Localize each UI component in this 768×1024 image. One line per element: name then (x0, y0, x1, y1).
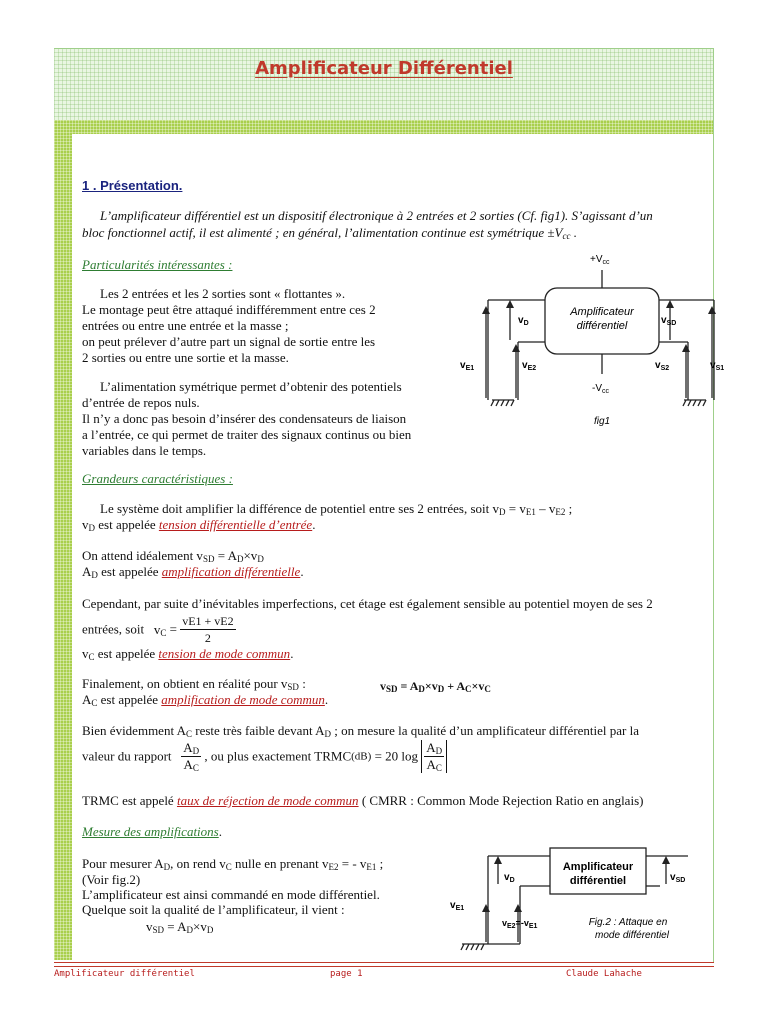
vsd-label: $v_{SD}$ (661, 315, 677, 327)
mesure-line-1: Pour mesurer $A_D$, on rend $v_C$ nulle en prenant $v_{E2}$ = - $v_{E1}$ ; (82, 856, 384, 872)
term-tension-differentielle: tension différentielle d’entrée (158, 517, 313, 532)
intro-line-2: bloc fonctionnel actif, il est alimenté ; en général, l’alimentation continue est symétrique $\pm V_{cc}$ . (82, 225, 577, 241)
grandeurs-line-2: $v_D$ est appelée tension différentielle d’entrée. (82, 517, 316, 533)
fig2-diagram (440, 840, 714, 958)
vs2-label: $v_{S2}$ (655, 360, 670, 372)
grandeurs-heading: Grandeurs caractéristiques : (82, 471, 233, 486)
ve2-label: $v_{E2}=-v_{E1}$ (502, 918, 538, 930)
fig1-diagram (448, 248, 738, 438)
intro-line-1: L’amplificateur différentiel est un dispositif électronique à 2 entrées et 2 sorties (Cf. fig1). S’agissant d’un (100, 208, 653, 223)
grandeurs-line-10: Bien évidemment $A_C$ reste très faible devant $A_D$ ; on mesure la qualité d’un amplificateur différentiel par la (82, 723, 640, 739)
vd-label: $v_D$ (504, 872, 515, 884)
paragraph-line: Il n’y a donc pas besoin d’insérer des condensateurs de liaison (82, 411, 407, 426)
grandeurs-line-8: Finalement, on obtient en réalité pour $v_{SD}$ : (82, 676, 306, 692)
mesure-line-3: L’amplificateur est ainsi commandé en mode différentiel. (82, 887, 380, 902)
term-taux-rejection: taux de réjection de mode commun (176, 793, 359, 808)
footer-rule (54, 962, 714, 963)
paragraph-line: d’entrée de repos nuls. (82, 395, 200, 410)
fig2-caption-line2: mode différentiel (595, 930, 669, 941)
section-heading: 1 . Présentation. (82, 178, 183, 193)
paragraph-line: variables dans le temps. (82, 443, 207, 458)
vc-fraction-denominator: 2 (204, 631, 211, 645)
particularites-heading: Particularités intéressantes : (82, 257, 233, 272)
ve2-label: $v_{E2}$ (522, 360, 537, 372)
decorative-horizontal-band (54, 120, 714, 134)
term-tension-mode-commun: tension de mode commun (158, 646, 291, 661)
vsd-label: $v_{SD}$ (670, 872, 686, 884)
decorative-vertical-band (54, 120, 72, 960)
paragraph-line: entrées ou entre une entrée et la masse ; (82, 318, 289, 333)
footer-rule (54, 966, 714, 967)
ve1-label: $v_{E1}$ (460, 360, 475, 372)
box-label-line2: différentiel (576, 320, 628, 332)
mesure-line-4: Quelque soit la qualité de l’amplificateur, il vient : (82, 902, 345, 917)
vs1-label: $v_{S1}$ (710, 360, 725, 372)
grandeurs-line-3: On attend idéalement $v_{SD} = A_D\times v_D$ (82, 548, 264, 564)
header-band (54, 48, 714, 120)
footer-author: Claude Lahache (566, 969, 642, 979)
right-border (713, 48, 714, 963)
header-border (54, 48, 714, 49)
grandeurs-line-12: TRMC est appelé taux de réjection de mode commun ( CMRR : Common Mode Rejection Ratio en anglais) (82, 793, 644, 808)
term-amplification-differentielle: amplification différentielle (161, 564, 301, 579)
vc-fraction-numerator: vE1 + vE2 (182, 614, 234, 628)
mesure-line-2: (Voir fig.2) (82, 872, 141, 887)
page-title: Amplificateur Différentiel (255, 58, 513, 79)
footer-page-number: page 1 (330, 969, 363, 979)
fig2-caption-line1: Fig.2 : Attaque en (588, 917, 668, 928)
box-label-line2: différentiel (569, 875, 627, 887)
paragraph-line: on peut prélever d’autre part un signal de sortie entre les (82, 334, 376, 349)
vcc-negative-label: $-V_{cc}$ (592, 383, 609, 395)
grandeurs-line-9: $A_C$ est appelée amplification de mode commun. (82, 692, 329, 708)
vd-label: $v_D$ (518, 315, 529, 327)
vcc-positive-label: $+V_{cc}$ (590, 254, 610, 266)
fig1-caption: fig1 (594, 416, 611, 427)
grandeurs-line-4: $A_D$ est appelée amplification différentielle. (82, 564, 304, 580)
vsd-equation: $v_{SD} = A_D\times v_D + A_C\times v_C$ (380, 679, 491, 694)
term-amplification-mode-commun: amplification de mode commun (161, 692, 325, 707)
ve1-label: $v_{E1}$ (450, 900, 465, 912)
paragraph-line: Le montage peut être attaqué indifféremment entre ces 2 (82, 302, 376, 317)
paragraph-line: L’alimentation symétrique permet d’obtenir des potentiels (100, 379, 402, 394)
paragraph-line: 2 sorties ou entre une sortie et la masse. (82, 350, 289, 365)
mesure-heading: Mesure des amplifications. (82, 824, 222, 839)
grandeurs-line-5: Cependant, par suite d’inévitables imperfections, cet étage est également sensible au potentiel moyen de ses 2 (82, 596, 653, 611)
box-label-line1: Amplificateur (570, 306, 634, 318)
ratio-numerator: $A_D$ (183, 740, 200, 756)
grandeurs-line-11: valeur du rapport $\frac{A_D}{A_C}$ , ou plus exactement TRMC(dB) = 20 log $\frac{A_D}{A_C}$ (82, 740, 447, 773)
footer-document-title: Amplificateur différentiel (54, 969, 195, 979)
grandeurs-line-6: entrées, soit $v_C$ = $\frac{vE1 + vE2}{2}$ (82, 614, 234, 645)
ratio-denominator: $A_C$ (183, 757, 199, 773)
grandeurs-line-1: Le système doit amplifier la différence de potentiel entre ses 2 entrées, soit $v_D = v_{E1} - v_{E2}$ ; (100, 501, 573, 517)
box-label-line1: Amplificateur (562, 861, 634, 873)
paragraph-line: Les 2 entrées et les 2 sorties sont « flottantes ». (100, 286, 346, 301)
paragraph-line: a l’entrée, ce qui permet de traiter des signaux continus ou bien (82, 427, 412, 442)
mesure-line-5: $v_{SD} = A_D\times v_D$ (146, 919, 214, 935)
grandeurs-line-7: $v_C$ est appelée tension de mode commun. (82, 646, 294, 662)
